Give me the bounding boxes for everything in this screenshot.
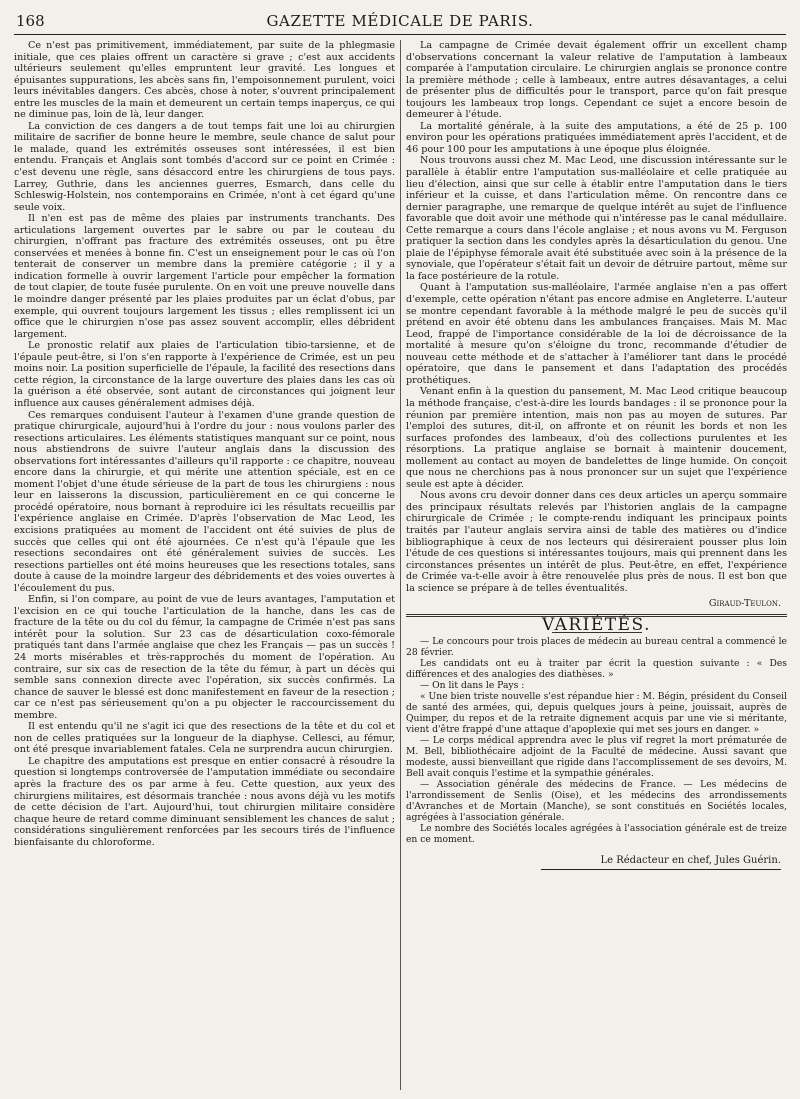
news-item: — Association générale des médecins de France. — Les médecins de l'arrondissement de Senlis (Oise), et les médecins des arrondissements d'Avranches et de Mortain (Manche), se sont constitués en Sociétés locales, agrégées à l'association générale. — [406, 779, 787, 824]
paragraph: Le chapitre des amputations est presque en entier consacré à résoudre la question si longtemps controversée de l'amputation immédiate ou secondaire après la fracture des os par arme à feu. Cette question, aux yeux des chirurgiens militaires, est désormais tranchée : nous avons déjà vu les motifs de cette décision de l'art. Aujourd'hui, tout chirurgien militaire considère chaque heure de retard comme diminuant sensiblement les chances de salut ; considérations singulièrement renforcées par les secours tirés de l'influence bienfaisante du chloroforme. — [14, 755, 395, 848]
paragraph: Le pronostic relatif aux plaies de l'articulation tibio-tarsienne, et de l'épaule peut-être, si l'on s'en rapporte à l'expérience de Crimée, est un peu moins noir. La position superficielle de l'épaule, la facilité des resections dans cette région, la circonstance de la large ouverture des plaies dans les cas où la guérison a été observée, sont autant de circonstances qui joignent leur influence aux causes généralement admises déjà. — [14, 340, 395, 409]
article-columns — [14, 40, 786, 1090]
paragraph: Il est entendu qu'il ne s'agit ici que des resections de la tête et du col et non de celles pratiquées sur la longueur de la diaphyse. Cellesci, au fémur, ont été presque invariablement fatales. Cela ne surprendra aucun chirurgien. — [14, 721, 395, 756]
paragraph: Nous trouvons aussi chez M. Mac Leod, une discussion intéressante sur le parallèle à établir entre l'amputation sus-malléolaire et celle pratiquée au lieu d'élection, ainsi que sur celle à établir entre l'amputation dans le tiers inférieur et la cuisse, et dans l'articulation même. On rencontre dans ce dernier paragraphe, une remarque de quelque intérêt au sujet de l'influence favorable que doit avoir une méthode qui n'intéresse pas le canal médullaire. Cette remarque a cours dans l'école anglaise ; et nous avons vu M. Ferguson pratiquer la section dans les condyles après la désarticulation du genou. Une plaie de l'épiphyse fémorale avait été substituée avec soin à la présence de la synoviale, que l'opérateur s'était fait un devoir de détruire partout, même sur la face postérieure de la rotule. — [406, 155, 787, 282]
page-header — [14, 10, 786, 35]
paragraph: La campagne de Crimée devait également offrir un excellent champ d'observations concernant la valeur relative de l'amputation à lambeaux comparée à l'amputation circulaire. Le chirurgien anglais se prononce contre la première méthode ; celle à lambeaux, entre autres désavantages, a celui de présenter plus de difficultés pour le transport, parce qu'on fait presque toujours les lambeaux trop longs. Cependant ce sujet a encore besoin de demeurer à l'étude. — [406, 40, 787, 121]
varietes-heading: VARIÉTÉS. — [541, 614, 652, 635]
paragraph: Nous avons cru devoir donner dans ces deux articles un aperçu sommaire des principaux résultats relevés par l'historien anglais de la campagne chirurgicale de Crimée ; le compte-rendu indiquant les principaux points traités par l'auteur anglais servira ainsi de table des matières ou d'indice bibliographique à ceux de nos lecteurs qui désireraient pousser plus loin l'étude de ces questions si intéressantes toujours, mais qui prennent dans les circonstances présentes un intérêt de plus. Peut-être, en effet, l'expérience de Crimée va-t-elle avoir à être renouvelée plus près de nous. Il est bon que la science se prépare à de telles éventualités. — [406, 490, 787, 594]
paragraph: Il n'en est pas de même des plaies par instruments tranchants. Des articulations largement ouvertes par le sabre ou par le couteau du chirurgien, n'offrant pas fracture des extrémités osseuses, ont pu être conservées et menées à bonne fin. C'est un enseignement pour le cas où l'on tenterait de conserver un membre dans la première catégorie ; il y a indication formelle à ouvrir largement l'article pour empêcher la formation de tout clapier, de toute fusée purulente. On en voit une preuve nouvelle dans le moindre danger présenté par les plaies produites par un éclat d'obus, par exemple, qui ouvrent toujours largement les tissus ; elles remplissent ici un office que le chirurgien n'ose pas assez souvent accomplir, elles débrident largement. — [14, 213, 395, 340]
paragraph: Ce n'est pas primitivement, immédiatement, par suite de la phlegmasie initiale, que ces plaies offrent un caractère si grave ; c'est aux accidents ultérieurs seulement qu'elles empruntent leur gravité. Les longues et épuisantes suppurations, les abcès sans fin, l'empoisonnement purulent, voici leurs inévitables dangers. Ces abcès, chose à noter, s'ouvrent principalement entre les muscles de la main et demeurent un certain temps inaperçus, ce qui ne diminue pas, loin de là, leur danger. — [14, 40, 395, 121]
right-column — [406, 40, 787, 1090]
editor-credit: Le Rédacteur en chef, Jules Guérin. — [600, 855, 781, 867]
news-item: « Une bien triste nouvelle s'est répandue hier : M. Bégin, président du Conseil de santé des armées, qui, depuis quelques jours à peine, jouissait, auprès de Quimper, du repos et de la retraite dignement acquis par une vie si méritante, vient d'être frappé d'une attaque d'apoplexie qui met ses jours en danger. » — [406, 691, 787, 736]
paragraph: Venant enfin à la question du pansement, M. Mac Leod critique beaucoup la méthode française, c'est-à-dire les lourds bandages : il se prononce pour la réunion par première intention, mais non pas au moyen de sutures. Par l'emploi des sutures, dit-il, on affronte et on réunit les bords et non les surfaces profondes des lambeaux, d'où des collections purulentes et les résorptions. La pratique anglaise se bornait à maintenir doucement, mollement au contact au moyen de bandelettes de linge humide. On conçoit que nous ne cherchions pas à nous prononcer sur un sujet que l'expérience seule est apte à décider. — [406, 386, 787, 490]
news-item: Le nombre des Sociétés locales agrégées à l'association générale est de treize en ce moment. — [406, 823, 787, 846]
page-number: 168 — [16, 12, 45, 30]
closing-rule — [541, 869, 781, 870]
column-divider — [400, 40, 401, 1090]
news-item: — Le concours pour trois places de médecin au bureau central a commencé le 28 février. — [406, 636, 787, 659]
paragraph: La mortalité générale, à la suite des amputations, a été de 25 p. 100 environ pour les opérations pratiquées immédiatement après l'accident, et de 46 pour 100 pour les amputations à une époque plus éloignée. — [406, 120, 787, 155]
news-item: — Le corps médical apprendra avec le plus vif regret la mort prématurée de M. Bell, bibliothécaire adjoint de la Faculté de médecine. Aussi savant que modeste, aussi bienveillant que rigide dans l'accomplissement de ses devoirs, M. Bell avait conquis l'estime et la sympathie générales. — [406, 735, 787, 780]
left-column — [14, 40, 395, 1090]
news-item: — On lit dans le Pays : — [420, 680, 525, 692]
newspaper-page — [14, 10, 786, 1090]
paragraph: La conviction de ces dangers a de tout temps fait une loi au chirurgien militaire de sacrifier de bonne heure le membre, seule chance de salut pour le malade, quand les extrémités osseuses sont intéressées, il est bien entendu. Français et Anglais sont tombés d'accord sur ce point en Crimée : c'est devenu une règle, sans désaccord entre les chirurgiens de tous pays. Larrey, Guthrie, dans les anciennes guerres, Esmarch, dans celle du Schleswig-Holstein, nos contemporains en Crimée, n'ont à cet égard qu'une seule voix. — [14, 120, 395, 213]
journal-title: GAZETTE MÉDICALE DE PARIS. — [266, 12, 534, 30]
paragraph: Ces remarques conduisent l'auteur à l'examen d'une grande question de pratique chirurgicale, aujourd'hui à l'ordre du jour : nous voulons parler des resections articulaires. Les éléments statistiques manquant sur ce point, nous nous abstiendrons de suivre l'auteur anglais dans la discussion des observations fort intéressantes d'ailleurs qu'il rapporte : ce chapitre, nouveau encore dans la chirurgie, et qui mérite une attention spéciale, est en ce moment l'objet d'une étude sérieuse de la part de tous les chirurgiens : nous leur en laisserons la discussion, particulièrement en ce qui concerne le procédé opératoire, nous bornant à reproduire ici les résultats recueillis par l'expérience anglaise en Crimée. D'après l'observation de Mac Leod, les excisions pratiquées au moment de l'accident ont été suivies de plus de succès que celles qui ont été ajournées. Ce n'est qu'à l'épaule que les resections secondaires ont été généralement suivies de succès. Les resections partielles ont été moins heureuses que les resections totales, sans doute à cause de la moindre largeur des débridements et des voies ouvertes à l'écoulement du pus. — [14, 409, 395, 594]
paragraph: Quant à l'amputation sus-malléolaire, l'armée anglaise n'en a pas offert d'exemple, cette opération n'étant pas encore admise en Angleterre. L'auteur se montre cependant favorable à la méthode malgré le peu de succès qu'il prétend en avoir été obtenu dans les ambulances françaises. Mais M. Mac Leod, frappé de l'importance considérable de la loi de décroissance de la mortalité à mesure qu'on s'éloigne du tronc, recommande d'étudier de nouveau cette méthode et de s'attacher à l'améliorer tant dans le procédé opératoire, que dans le pansement et dans l'adaptation des procédés prothétiques. — [406, 282, 787, 386]
varietes-notes — [406, 636, 787, 845]
paragraph: Enfin, si l'on compare, au point de vue de leurs avantages, l'amputation et l'excision en ce qui touche l'articulation de la hanche, dans les cas de fracture de la tête ou du col du fémur, la campagne de Crimée n'est pas sans intérêt pour la solution. Sur 23 cas de désarticulation coxo-fémorale pratiqués tant dans l'armée anglaise que chez les Français — pas un succès ! 24 morts misérables et très-rapprochés du moment de l'opération. Au contraire, sur six cas de resection de la tête du fémur, à part un décès qui semble sans connexion directe avec l'opération, six succès confirmés. La chance de sauver le blessé est donc manifestement en faveur de la resection ; car ce n'est pas sérieusement qu'on a pu objecter le raccourcissement du membre. — [14, 594, 395, 721]
news-item: Les candidats ont eu à traiter par écrit la question suivante : « Des différences et des analogies des diathèses. » — [406, 658, 787, 681]
author-signature: Giraud-Teulon. — [708, 598, 781, 610]
